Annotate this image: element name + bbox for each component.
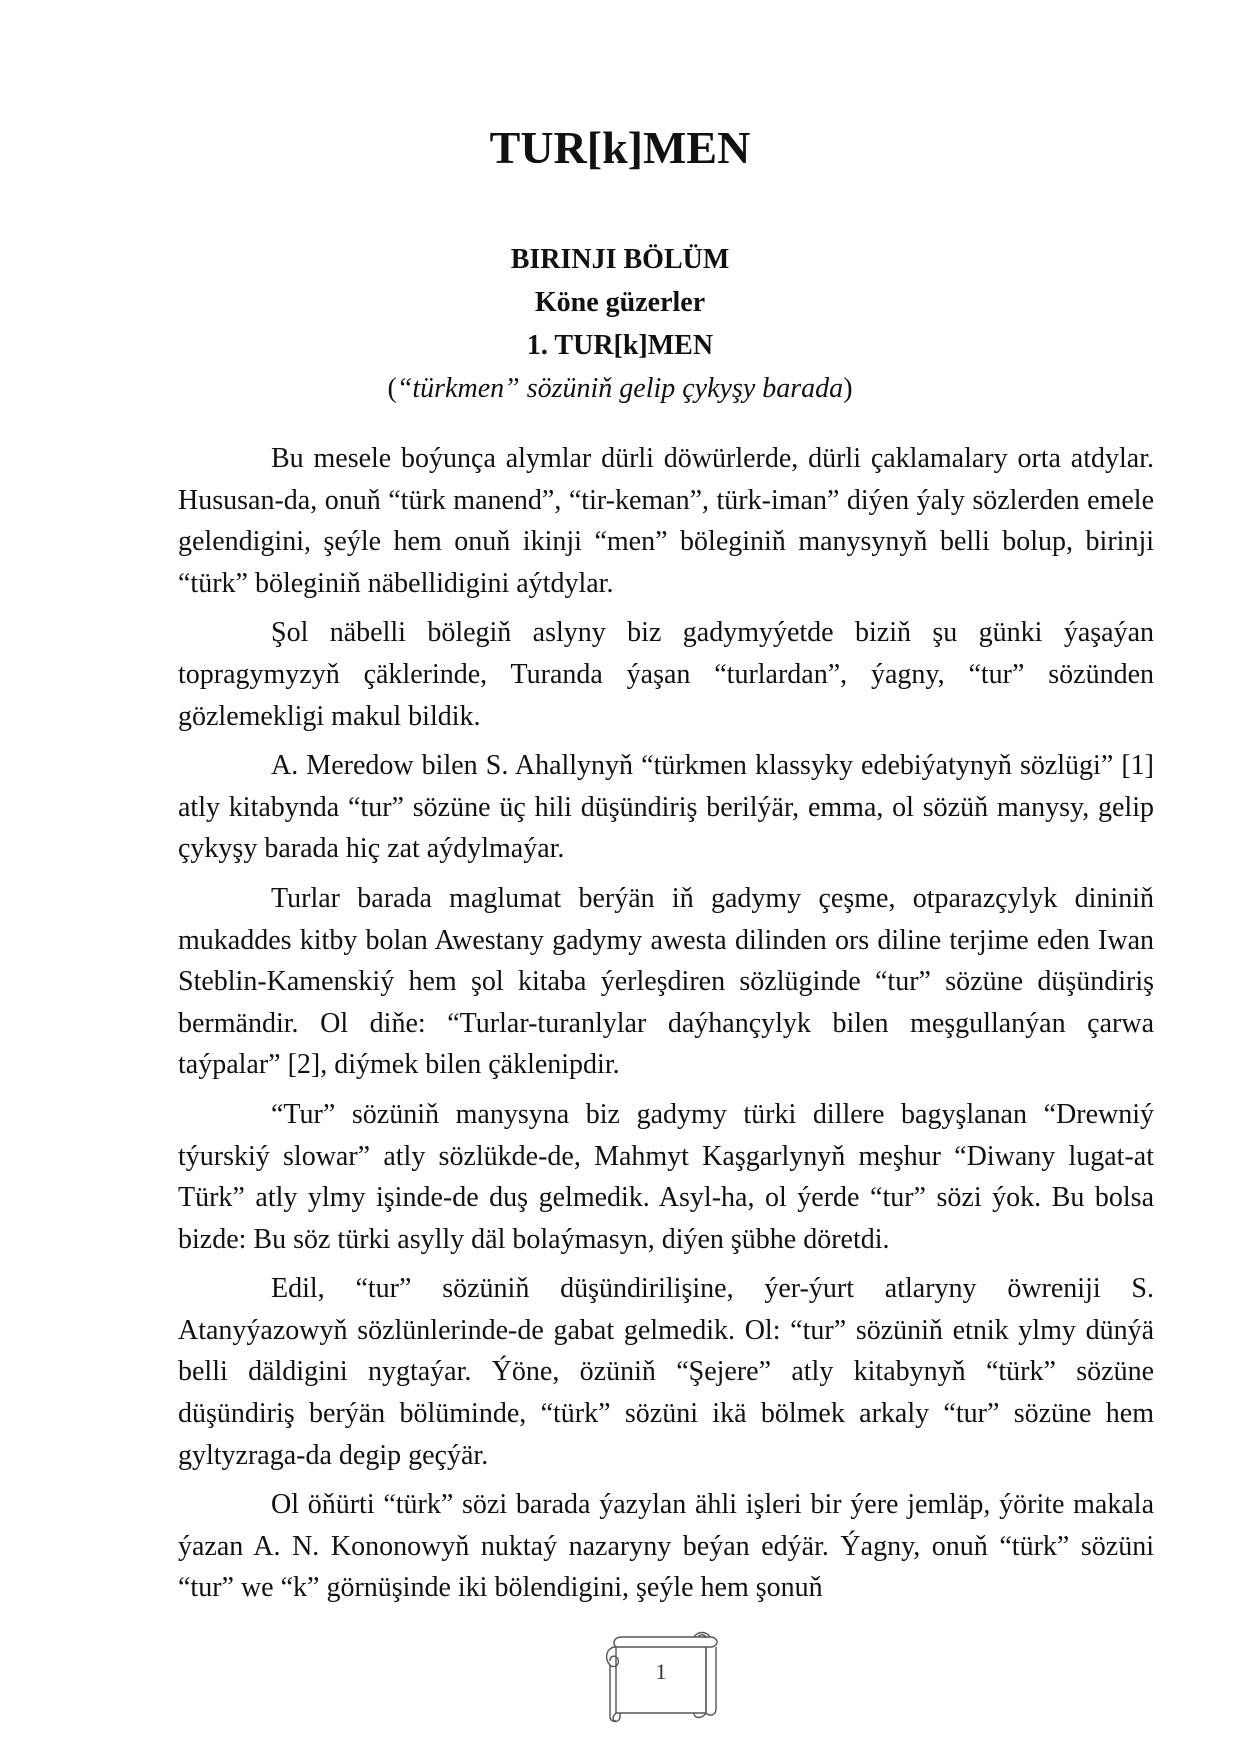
paragraph: Ol öňürti “türk” sözi barada ýazylan ähli işleri bir ýere jemläp, ýörite makala ýazan A. N. Kononowyň nuktaý nazaryny beýan edýär. Ýagny, onuň “türk” sözüni “tur” we “k” görnüşinde iki bölendigini, şeýle hem şonuň bbox=[178, 1489, 1154, 1604]
subtitle-italic-text: “türkmen” sözüniň gelip çykyşy barada bbox=[396, 373, 844, 404]
paragraph: Şol näbelli bölegiň aslyny biz gadymyýetde biziň şu günki ýaşaýan topragymyzyň çäklerinde, Turanda ýaşan “turlardan”, ýagny, “tur” sözünden gözlemekligi makul bildik. bbox=[178, 617, 1154, 732]
paragraph: Turlar barada maglumat berýän iň gadymy çeşme, otparazçylyk dininiň mukaddes kitby bolan Awestany gadymy awesta dilinden ors diline terjime eden Iwan Steblin-Kamenskiý hem şol kitaba ýerleşdiren sözlüginde “tur” sözüne düşündiriş bermändir. Ol diňe: “Turlar-turanlylar daýhançylyk bilen meşgullanýan çarwa taýpalar” [2], diýmek bilen çäklenipdir. bbox=[178, 882, 1154, 1081]
subtitle-close-paren: ) bbox=[843, 373, 853, 404]
chapter-headings bbox=[0, 238, 1240, 410]
body-text bbox=[178, 438, 1154, 1617]
page-footer bbox=[598, 1625, 724, 1725]
paragraph: Edil, “tur” sözüniň düşündirilişine, ýer-ýurt atlaryny öwreniji S. Atanyýazowyň sözlünlerinde-de gabat gelmedik. Ol: “tur” sözüniň etnik ylmy dünýä belli däldigini nygtaýar. Ýöne, özüniň “Şejere” atly kitabynyň “türk” sözüne düşündiriş berýän bölüminde, “türk” sözüni ikä bölmek arkaly “tur” sözüne hem gyltyzraga-da degip geçýär. bbox=[178, 1273, 1154, 1471]
section-heading: Köne güzerler bbox=[534, 287, 706, 318]
part-heading: BIRINJI BÖLÜM bbox=[510, 244, 730, 275]
chapter-heading: 1. TUR[k]MEN bbox=[526, 330, 714, 361]
book-title: TUR[k]MEN bbox=[489, 122, 751, 173]
subtitle-open-paren: ( bbox=[387, 373, 397, 404]
paragraph: “Tur” sözüniň manysyna biz gadymy türki dillere bagyşlanan “Drewniý týurskiý slowar” atly sözlükde-de, Mahmyt Kaşgarlynyň meşhur “Diwany lugat-at Türk” atly ylmy işinde-de duş gelmedik. Asyl-ha, ol ýerde “tur” sözi ýok. Bu bolsa bizde: Bu söz türki asylly däl bolaýmasyn, diýen şübhe döretdi. bbox=[178, 1098, 1154, 1255]
paragraph: A. Meredow bilen S. Ahallynyň “türkmen klassyky edebiýatynyň sözlügi” [1] atly kitabynda “tur” sözüne üç hili düşündiriş berilýär, emma, ol sözüň manysy, gelip çykyşy barada hiç zat aýdylmaýar. bbox=[178, 750, 1154, 865]
chapter-subtitle bbox=[0, 367, 1240, 410]
paragraph: Bu mesele boýunça alymlar dürli döwürlerde, dürli çaklamalary orta atdylar. Hususan-da, onuň “türk manend”, “tir-keman”, türk-iman” diýen ýaly sözlerden emele gelendigini, şeýle hem onuň ikinji “men” böleginiň manysynyň belli bolup, birinji “türk” böleginiň näbellidigini aýtdylar. bbox=[178, 443, 1154, 599]
page-number: 1 bbox=[655, 1659, 667, 1684]
